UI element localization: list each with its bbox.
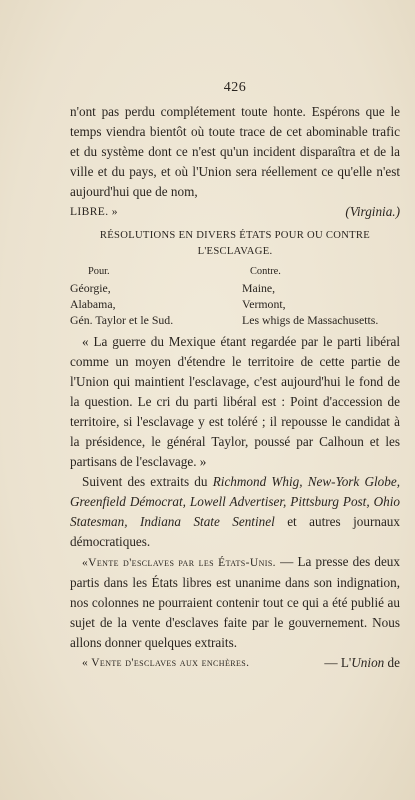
paragraph-1-text: n'ont pas perdu complétement toute honte. Espérons que le temps viendra bientôt où toute trace de cet abominable trafic et du système dont ce n'est qu'un incident disparaîtra et de la ville et du pays, et où l'Union sera réellement ce qu'elle n'est aujourd'hui que de nom, <box>70 104 400 199</box>
paragraph-5-tail <box>312 653 400 673</box>
resolutions-heading-line-2: L'ESCLAVAGE. <box>197 246 273 257</box>
resolutions-heading <box>70 228 400 260</box>
newspaper-list: Richmond Whig, New-York Globe, Greenfield Démocrat, Lowell Advertiser, Pittsburg Post, Ohio Statesman, Indiana State Sentinel <box>70 474 401 529</box>
contre-cell: Les whigs de Massachusetts. <box>242 313 379 327</box>
paragraph-4-heading: «Vente d'esclaves par les États-Unis. <box>82 557 276 569</box>
source-citation: (Virginia.) <box>345 204 400 219</box>
union-title: Union <box>351 655 385 670</box>
page-number: 426 <box>223 80 247 95</box>
contre-cell: Vermont, <box>242 297 286 311</box>
paragraph-5-text: — L' <box>324 655 352 670</box>
resolutions-table <box>70 264 400 328</box>
libre-word: LIBRE. » <box>70 206 118 218</box>
paragraph-5-end: de <box>387 655 400 670</box>
resolutions-heading-line-1: RÉSOLUTIONS EN DIVERS ÉTATS POUR OU CONTRE <box>99 230 371 241</box>
paragraph-5 <box>70 653 400 673</box>
paragraph-5-heading: « Vente d'esclaves aux enchères. <box>82 657 250 669</box>
pour-column-header: Pour. <box>88 266 110 277</box>
pour-cell: Alabama, <box>70 297 116 311</box>
text-block <box>70 78 400 673</box>
pour-cell: Gén. Taylor et le Sud. <box>70 313 174 327</box>
paragraph-3-intro: Suivent des extraits du <box>82 474 208 489</box>
paragraph-4-text: — La presse des deux partis dans les États libres est unanime dans son indignation, nos colonnes ne pourraient contenir tout ce qui a été publié au sujet de la vente d'esclaves faite par le gouvernement. Nous allons donner quelques extraits. <box>70 554 400 650</box>
paragraph-4 <box>70 552 400 653</box>
paragraph-3-outro: et autres journaux démocratiques. <box>70 514 400 549</box>
contre-cell: Maine, <box>242 281 276 295</box>
paragraph-1-last-line <box>70 202 400 222</box>
paragraph-2: « La guerre du Mexique étant regardée par le parti libéral comme un moyen d'étendre le territoire de cette partie de l'Union qui maintient l'esclavage, c'est aujourd'hui le fond de la question. Le cri du parti libéral est : Point d'accession de territoire, si l'esclavage y est toléré ; il repousse le candidat à la présidence, le général Taylor, poussé par Calhoun et les partisans de l'esclavage. » <box>70 334 400 469</box>
paragraph-1 <box>70 102 400 222</box>
contre-column-header: Contre. <box>250 266 281 277</box>
paragraph-3 <box>70 472 400 552</box>
pour-cell: Géorgie, <box>70 281 111 295</box>
